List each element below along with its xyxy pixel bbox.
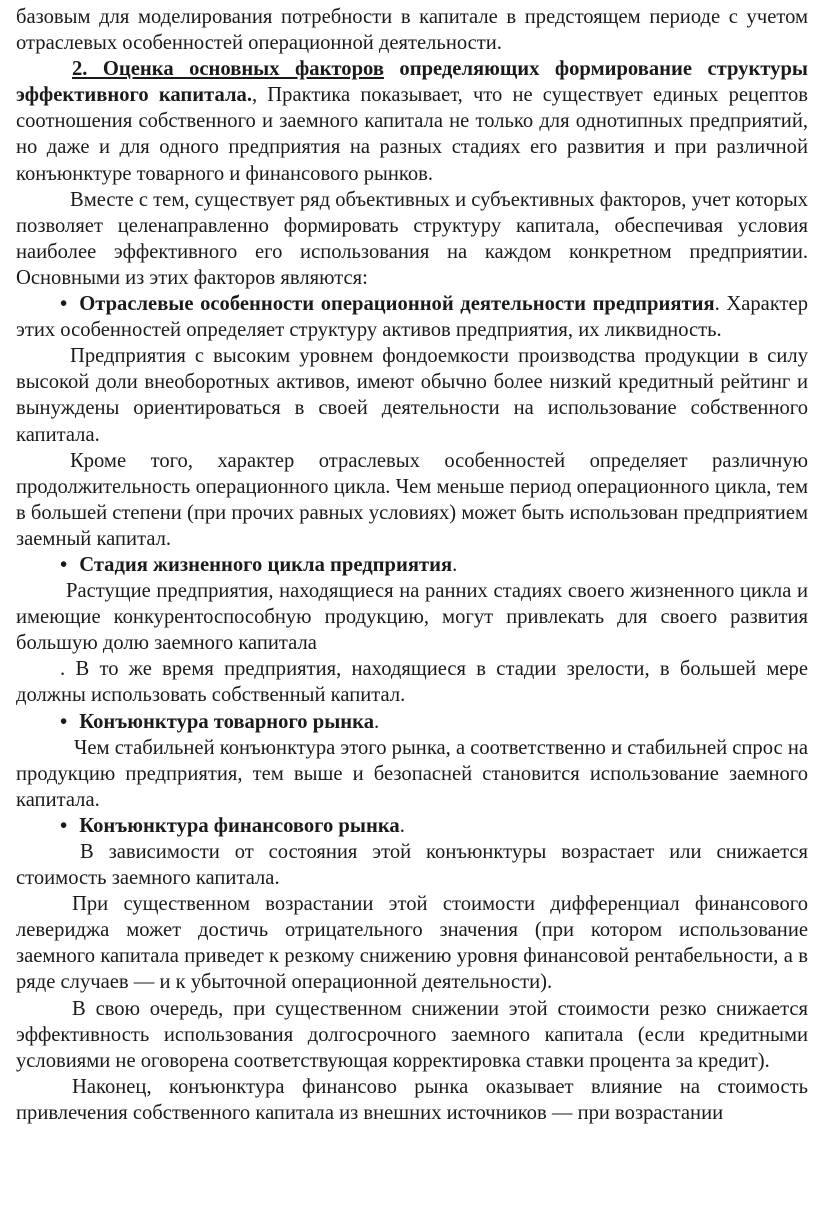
bullet-item-industry xyxy=(16,291,808,343)
paragraph: В зависимости от состояния этой конъюнктуры возрастает или снижается стоимость заемного капитала. xyxy=(16,841,808,890)
bullet-item-goods-market xyxy=(16,709,808,735)
bullet-icon: • xyxy=(60,814,68,837)
paragraph: В свою очередь, при существенном снижении этой стоимости резко снижается эффективность использования долгосрочного заемного капитала (если кредитными условиями не оговорена соответствующая корректировка ставки процента за кредит). xyxy=(16,997,808,1072)
bullet-title: Стадия жизненного цикла предприятия xyxy=(79,553,453,576)
bullet-dot: . xyxy=(714,293,720,316)
bullet-icon: • xyxy=(60,293,68,316)
section-heading-paragraph xyxy=(16,56,808,186)
paragraph: Наконец, конъюнктура финансово рынка оказывает влияние на стоимость привлечения собственного капитала из внешних источников — при возрастании xyxy=(16,1075,808,1124)
bullet-dot: . xyxy=(452,553,458,576)
bullet-icon: • xyxy=(60,710,68,733)
bullet-text: Характер этих особенностей определяет структуру активов предприятия, их ликвидность. xyxy=(16,293,808,342)
paragraph: Кроме того, характер отраслевых особенностей определяет различную продолжительность операционного цикла. Чем меньше период операционного цикла, тем в большей степени (при прочих равных условиях) может быть использован предприятием заемный капитал. xyxy=(16,449,808,550)
bullet-item-financial-market xyxy=(16,813,808,839)
bullet-title: Конъюнктура товарного рынка xyxy=(79,710,374,733)
bullet-dot: . xyxy=(374,710,380,733)
bullet-title: Отраслевые особенности операционной деятельности предприятия xyxy=(79,293,715,316)
paragraph: . В то же время предприятия, находящиеся в стадии зрелости, в большей мере должны использовать собственный капитал. xyxy=(16,658,808,707)
bullet-icon: • xyxy=(60,553,68,576)
bullet-dot: . xyxy=(399,814,405,837)
paragraph: При существенном возрастании этой стоимости дифференциал финансового левериджа может достичь отрицательного значения (при котором использование заемного капитала приведет к резкому снижению уровня финансовой рентабельности, а в ряде случаев — и к убыточной операционной деятельности). xyxy=(16,893,808,994)
section-heading-number: 2. Оценка основных факторов xyxy=(72,58,384,81)
paragraph: Предприятия с высоким уровнем фондоемкости производства продукции в силу высокой доли внеоборотных активов, имеют обычно более низкий кредитный рейтинг и вынуждены ориентироваться в своей деятельности на использование собственного капитала. xyxy=(16,345,808,446)
paragraph: Вместе с тем, существует ряд объективных и субъективных факторов, учет которых позволяет целенаправленно формировать структуру капитала, обеспечивая условия наиболее эффективного его использования на каждом конкретном предприятии. Основными из этих факторов являются: xyxy=(16,188,808,289)
paragraph: Растущие предприятия, находящиеся на ранних стадиях своего жизненного цикла и имеющие конкурентоспособную продукцию, могут привлекать для своего развития большую долю заемного капитала xyxy=(16,580,808,655)
bullet-title: Конъюнктура финансового рынка xyxy=(79,814,400,837)
paragraph: Чем стабильней конъюнктура этого рынка, а соответственно и стабильней спрос на продукцию предприятия, тем выше и безопасней становится использование заемного капитала. xyxy=(16,736,808,811)
paragraph-text: , Практика показывает, что не существует единых рецептов соотношения собственного и заемного капитала не только для однотипных предприятий, но даже и для одного предприятия на разных стадиях его развития и при различной конъюнктуре товарного и финансового рынков. xyxy=(16,84,808,185)
paragraph: базовым для моделирования потребности в капитале в предстоящем периоде с учетом отраслевых особенностей операционной деятельности. xyxy=(16,6,808,55)
section-heading-title: определяющих формирование структуры эффективного капитала. xyxy=(16,58,808,107)
bullet-item-lifecycle xyxy=(16,552,808,578)
